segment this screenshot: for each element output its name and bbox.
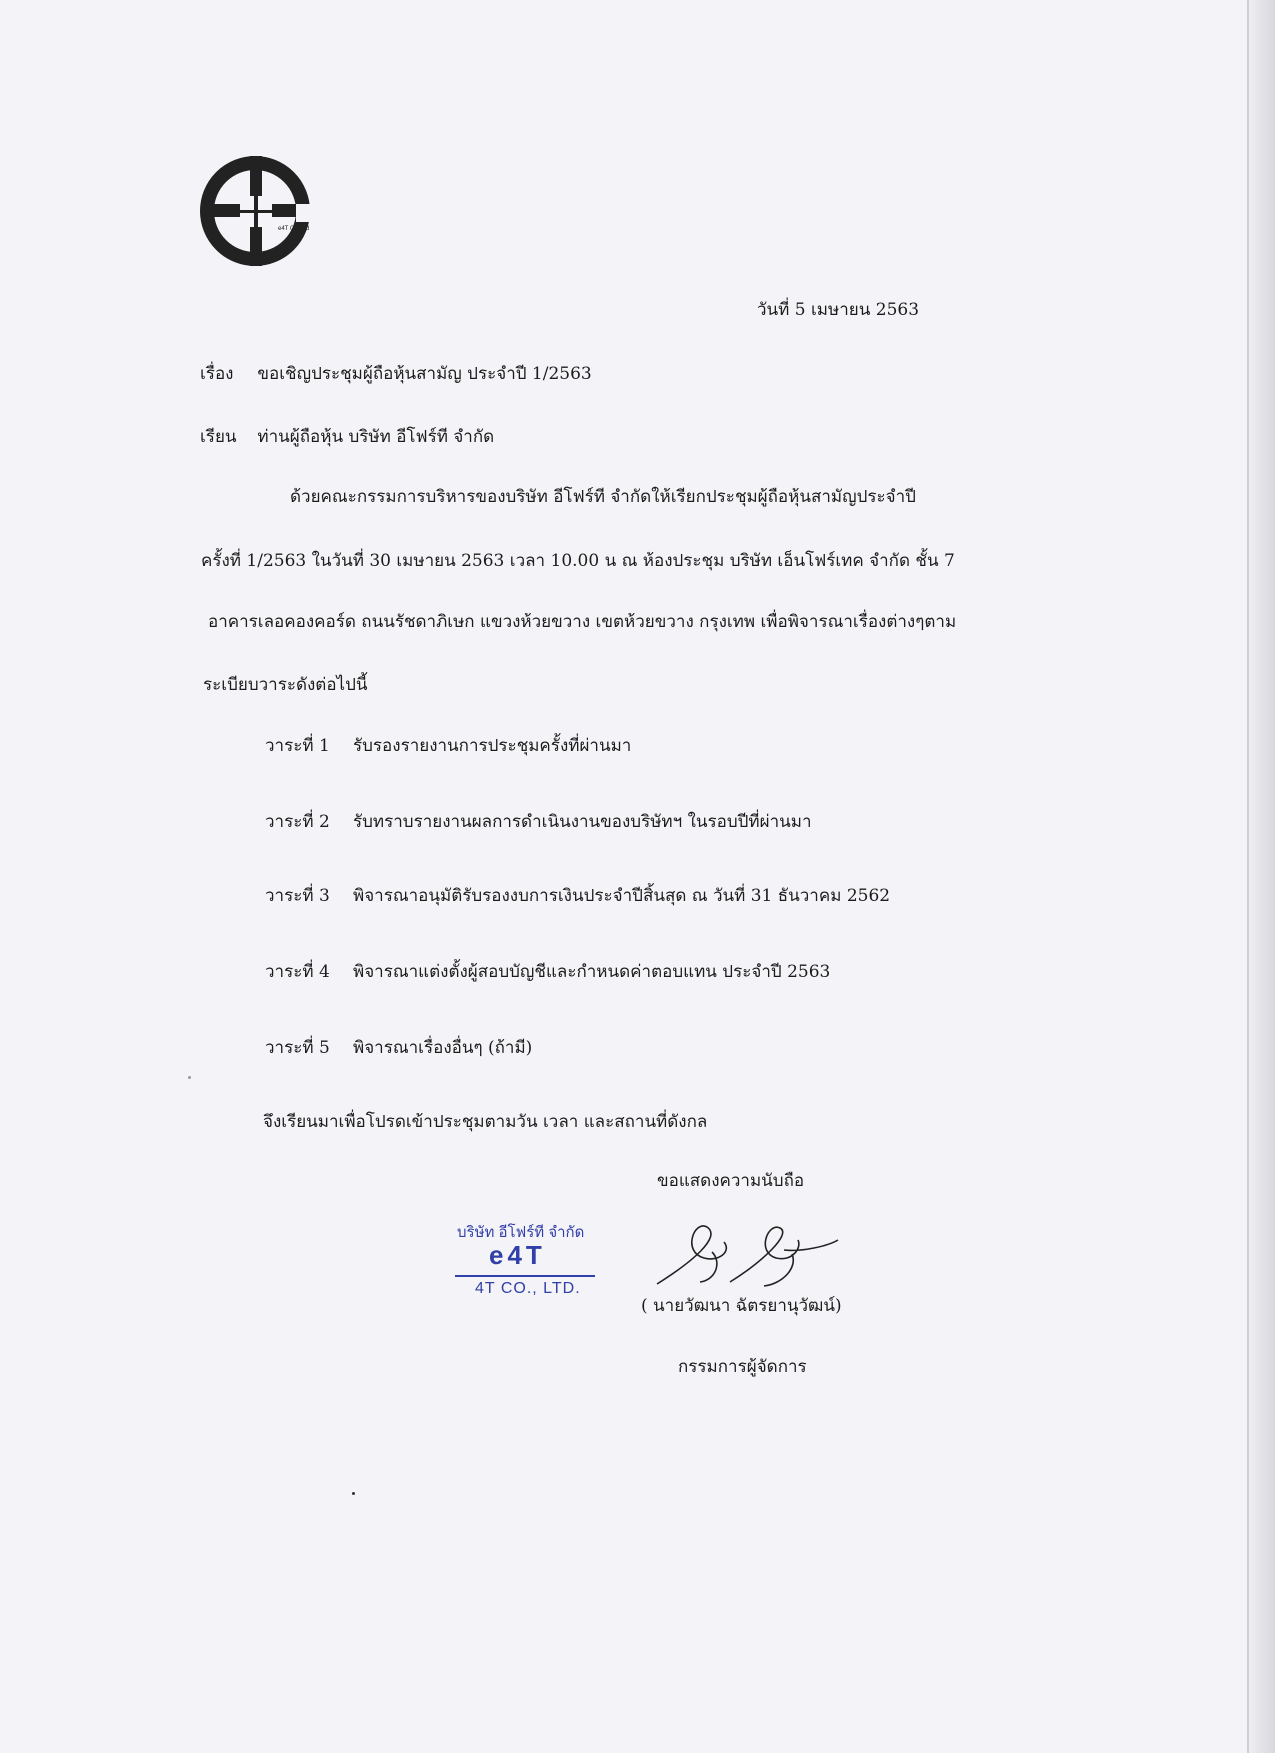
closing-text: จึงเรียนมาเพื่อโปรดเข้าประชุมตามวัน เวลา และสถานที่ดังกล [263,1112,708,1132]
page-edge-line [1247,0,1249,1753]
agenda-text: รับรองรายงานการประชุมครั้งที่ผ่านมา [353,736,632,756]
agenda-item [265,1038,532,1058]
paper-speck [188,1076,191,1079]
stamp-bottom-text: 4T CO., LTD. [475,1280,581,1297]
company-logo-icon [198,150,318,272]
recipient-line [200,427,494,447]
recipient-label: เรียน [200,427,237,447]
agenda-item [265,812,812,832]
body-line: ครั้งที่ 1/2563 ในวันที่ 30 เมษายน 2563 เวลา 10.00 น ณ ห้องประชุม บริษัท เอ็นโฟร์เทค จำกัด ชั้น 7 [201,551,955,571]
body-line: ระเบียบวาระดังต่อไปนี้ [203,675,368,695]
regards-text: ขอแสดงความนับถือ [657,1171,805,1191]
agenda-text: พิจารณาเรื่องอื่นๆ (ถ้ามี) [353,1038,533,1058]
agenda-number: วาระที่ 5 [265,1038,330,1058]
company-stamp [455,1220,600,1306]
agenda-number: วาระที่ 3 [265,886,330,906]
agenda-text: พิจารณาแต่งตั้งผู้สอบบัญชีและกำหนดค่าตอบแทน ประจำปี 2563 [353,962,831,982]
agenda-item [265,962,830,982]
signatory-name: ( นายวัฒนา ฉัตรยานุวัฒน์) [641,1296,842,1316]
recipient-text: ท่านผู้ถือหุ้น บริษัท อีโฟร์ที จำกัด [257,427,495,447]
stamp-mid-text: e4T [489,1240,546,1270]
subject-line [200,364,592,384]
agenda-text: รับทราบรายงานผลการดำเนินงานของบริษัทฯ ในรอบปีที่ผ่านมา [353,812,812,832]
agenda-number: วาระที่ 4 [265,962,330,982]
agenda-number: วาระที่ 2 [265,812,330,832]
paper-speck [352,1492,355,1495]
subject-text: ขอเชิญประชุมผู้ถือหุ้นสามัญ ประจำปี 1/2563 [257,364,592,384]
stamp-top-text: บริษัท อีโฟร์ที จำกัด [457,1224,585,1241]
agenda-number: วาระที่ 1 [265,736,330,756]
signature-icon [652,1222,842,1292]
signatory-title: กรรมการผู้จัดการ [678,1357,807,1377]
letter-date: วันที่ 5 เมษายน 2563 [757,300,920,320]
subject-label: เรื่อง [200,364,234,384]
agenda-text: พิจารณาอนุมัติรับรองงบการเงินประจำปีสิ้นสุด ณ วันที่ 31 ธันวาคม 2562 [353,886,891,906]
logo-small-text: e4T Co.,Ltd [278,226,310,232]
body-line: ด้วยคณะกรรมการบริหารของบริษัท อีโฟร์ที จำกัดให้เรียกประชุมผู้ถือหุ้นสามัญประจำปี [290,487,916,507]
page-edge-shadow [1247,0,1275,1753]
body-line: อาคารเลอคองคอร์ด ถนนรัชดาภิเษก แขวงห้วยขวาง เขตห้วยขวาง กรุงเทพ เพื่อพิจารณาเรื่องต่างๆตาม [208,612,957,632]
stamp-rule [455,1275,595,1277]
agenda-item [265,736,631,756]
agenda-item [265,886,890,906]
